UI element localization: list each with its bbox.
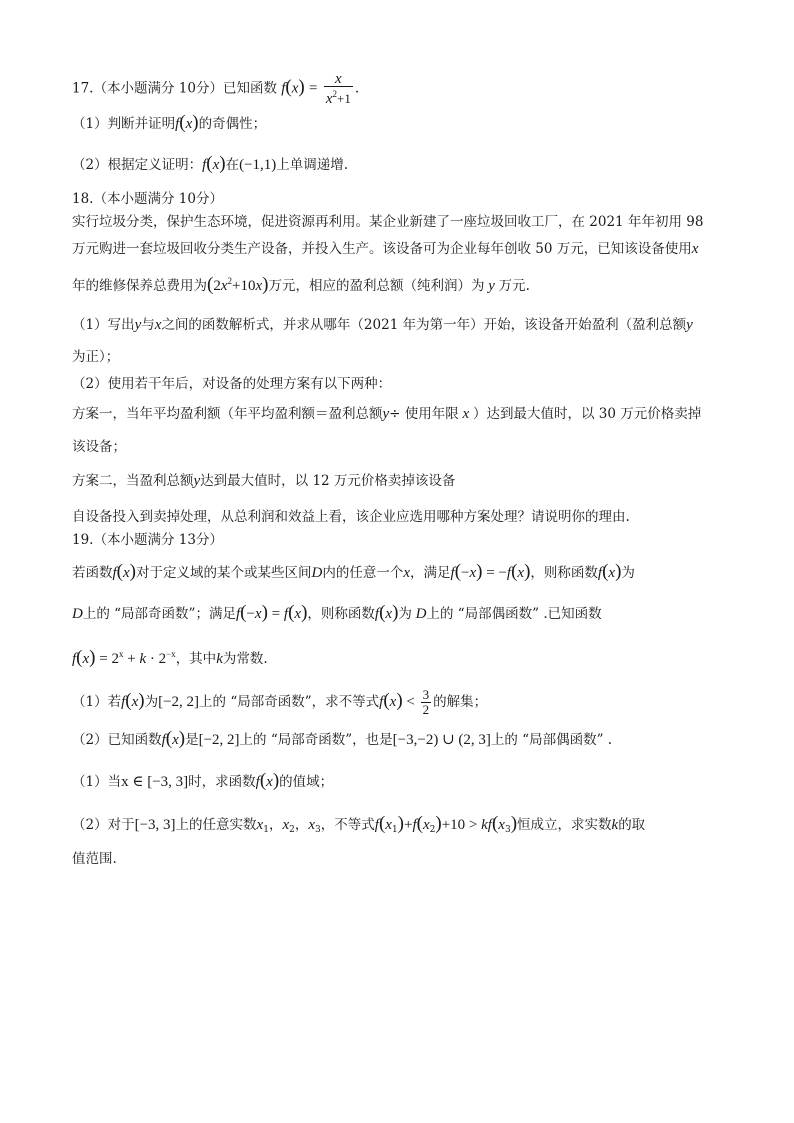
q19-sub2-cont: 值范围. [72,851,117,867]
q17-header-text: 17.（本小题满分 10分）已知函数 [72,80,277,97]
q19-sub1: （1）当x ∈ [−3, 3]时，求函数f(x)的值域； [72,770,334,791]
q17-header: 17.（本小题满分 10分）已知函数 f(x) = $\frac{x}{x^2+1}$ . [72,71,360,107]
q17-part1: （1）判断并证明f(x)的奇偶性； [72,112,267,133]
q18-header: 18.（本小题满分 10分） [72,191,223,207]
q17-function-fraction: $\frac{x}{x^2+1}$ [325,71,351,107]
q19-three-halves-fraction: $\frac{3}{2}$ [422,687,430,717]
q19-part1: （1）若f(x)为[−2, 2]上的 “局部奇函数”，求不等式f(x) < $\frac{3}{2}$ 的解集； [72,687,488,717]
q19-line3: $f(x) = 2^x + k \cdot 2^{-x}$，其中k为常数. [72,647,268,668]
q18-part1: （1）写出y与x之间的函数解析式，并求从哪年（2021 年为第一年）开始，该设备开始盈利（盈利总额y [72,317,693,333]
q19-sub2: （2）对于[−3, 3]上的任意实数$x_1$，$x_2$，$x_3$，不等式$f(x_1)+f(x_2)+10 > kf(x_3)$恒成立，求实数k的取 [72,813,646,835]
q18-line2: 万元购进一套垃圾回收分类生产设备，并投入生产。该设备可为企业每年创收 50 万元，已知该设备使用x [72,241,699,257]
q19-line1: 若函数f(x)对于定义域的某个或某些区间D内的任意一个x，满足f(−x) = −f(x)，则称函数f(x)为 [72,561,635,582]
q18-final: 自设备投入到卖掉处理，从总利润和效益上看，该企业应选用哪种方案处理？请说明你的理由. [72,509,630,525]
q17-part2: （2）根据定义证明：f(x)在(−1,1)上单调递增. [72,153,349,174]
q19-header: 19.（本小题满分 13分） [72,532,223,548]
q18-part2: （2）使用若干年后，对设备的处理方案有以下两种： [72,376,392,392]
q18-plan1: 方案一，当年平均盈利额（年平均盈利额＝盈利总额y÷ 使用年限 x ）达到最大值时，以 30 万元价格卖掉 [72,406,702,422]
q18-line1: 实行垃圾分类，保护生态环境，促进资源再利用。某企业新建了一座垃圾回收工厂，在 2021 年年初用 98 [72,214,704,230]
q18-plan2: 方案二，当盈利总额y达到最大值时，以 12 万元价格卖掉该设备 [72,473,456,489]
q18-part1-cont: 为正）； [72,349,120,365]
q19-part2: （2）已知函数f(x)是[−2, 2]上的 “局部奇函数”，也是[−3,−2) ∪ (2, 3]上的 “局部偶函数” . [72,728,613,749]
q18-line3: 年的维修保养总费用为$(2x^2+10x)$万元，相应的盈利总额（纯利润）为 y 万元. [72,274,530,295]
q19-line2: D上的 “局部奇函数”；满足f(−x) = f(x)，则称函数f(x)为 D上的 “局部偶函数” .已知函数 [72,602,602,623]
q18-plan1-cont: 该设备； [72,439,126,455]
